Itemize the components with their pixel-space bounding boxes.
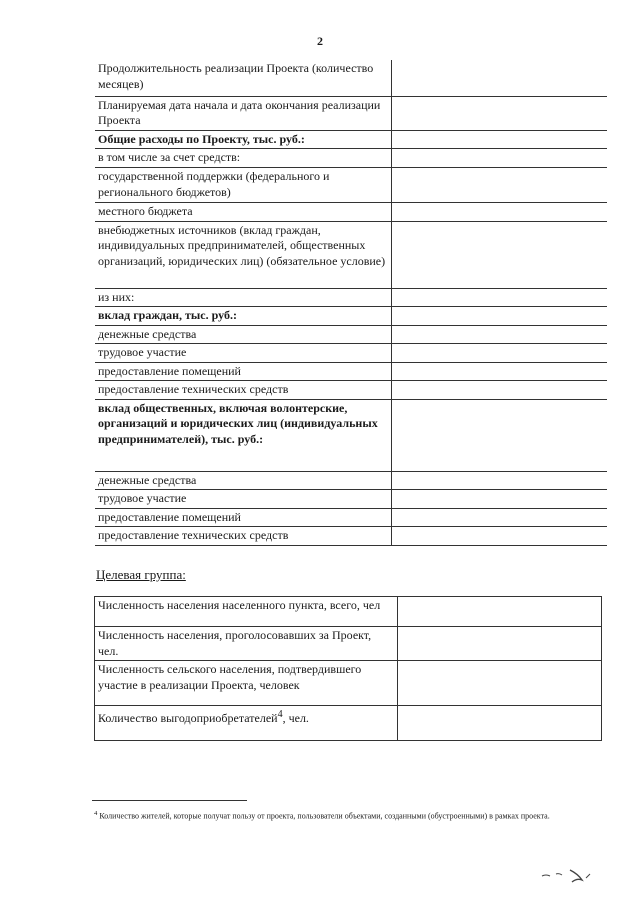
row-value-cell[interactable] xyxy=(392,60,608,96)
row-value-cell[interactable] xyxy=(392,203,608,222)
budget-row xyxy=(95,399,607,471)
row-label: из них: xyxy=(95,288,392,307)
footnote xyxy=(94,808,594,823)
row-value-cell[interactable] xyxy=(392,325,608,344)
row-value-cell[interactable] xyxy=(392,149,608,168)
row-label: Численность населения населенного пункта, всего, чел xyxy=(95,597,398,627)
budget-row xyxy=(95,203,607,222)
page-number: 2 xyxy=(317,34,323,48)
target-group-row xyxy=(95,597,602,627)
handwritten-mark-icon xyxy=(540,862,600,886)
row-value-cell[interactable] xyxy=(398,627,602,661)
row-label: трудовое участие xyxy=(95,344,392,363)
row-value-cell[interactable] xyxy=(392,307,608,326)
row-label: предоставление помещений xyxy=(95,508,392,527)
footnote-text: Количество жителей, которые получат пользу от проекта, пользователи объектами, созданными (обустроенными) в рамках проекта. xyxy=(97,811,550,821)
row-label: Численность населения, проголосовавших за Проект, чел. xyxy=(95,627,398,661)
row-label: трудовое участие xyxy=(95,490,392,509)
row-label: денежные средства xyxy=(95,325,392,344)
row-value-cell[interactable] xyxy=(392,288,608,307)
target-group-row xyxy=(95,661,602,706)
budget-row xyxy=(95,307,607,326)
row-label: Общие расходы по Проекту, тыс. руб.: xyxy=(95,130,392,149)
budget-row xyxy=(95,168,607,203)
budget-row xyxy=(95,325,607,344)
target-group-title: Целевая группа: xyxy=(96,567,186,582)
budget-row xyxy=(95,288,607,307)
budget-row xyxy=(95,527,607,546)
row-label xyxy=(95,706,398,741)
budget-row xyxy=(95,471,607,490)
row-label: предоставление технических средств xyxy=(95,527,392,546)
row-value-cell[interactable] xyxy=(392,221,608,288)
target-group-row xyxy=(95,706,602,741)
row-value-cell[interactable] xyxy=(392,381,608,400)
row-value-cell[interactable] xyxy=(392,527,608,546)
project-budget-table xyxy=(95,60,607,546)
row-value-cell[interactable] xyxy=(392,168,608,203)
budget-row xyxy=(95,381,607,400)
budget-row xyxy=(95,149,607,168)
row-label: Продолжительность реализации Проекта (количество месяцев) xyxy=(95,60,392,96)
budget-row xyxy=(95,362,607,381)
row-value-cell[interactable] xyxy=(392,362,608,381)
row-label-text: Количество выгодоприобретателей xyxy=(98,711,278,725)
row-value-cell[interactable] xyxy=(392,399,608,471)
row-label: вклад общественных, включая волонтерские, организаций и юридических лиц (индивидуальных предпринимателей), тыс. руб.: xyxy=(95,399,392,471)
target-group-table xyxy=(94,596,602,741)
budget-row xyxy=(95,344,607,363)
row-label: денежные средства xyxy=(95,471,392,490)
row-label-suffix: , чел. xyxy=(282,711,309,725)
row-label: местного бюджета xyxy=(95,203,392,222)
footnote-divider xyxy=(92,800,247,801)
row-label: предоставление технических средств xyxy=(95,381,392,400)
row-value-cell[interactable] xyxy=(398,661,602,706)
row-value-cell[interactable] xyxy=(398,597,602,627)
target-group-row xyxy=(95,627,602,661)
budget-row xyxy=(95,508,607,527)
budget-row xyxy=(95,490,607,509)
row-label: внебюджетных источников (вклад граждан, индивидуальных предпринимателей, общественных организаций, юридических лиц) (обязательное условие) xyxy=(95,221,392,288)
row-value-cell[interactable] xyxy=(392,471,608,490)
row-value-cell[interactable] xyxy=(392,508,608,527)
row-label: Планируемая дата начала и дата окончания реализации Проекта xyxy=(95,96,392,130)
row-value-cell[interactable] xyxy=(398,706,602,741)
row-label: государственной поддержки (федерального и регионального бюджетов) xyxy=(95,168,392,203)
row-label: предоставление помещений xyxy=(95,362,392,381)
row-label: Численность сельского населения, подтвердившего участие в реализации Проекта, человек xyxy=(95,661,398,706)
budget-row xyxy=(95,60,607,96)
budget-row xyxy=(95,96,607,130)
row-value-cell[interactable] xyxy=(392,130,608,149)
budget-row xyxy=(95,130,607,149)
budget-row xyxy=(95,221,607,288)
row-value-cell[interactable] xyxy=(392,490,608,509)
footnote-ref: 4 xyxy=(277,709,283,720)
row-label: вклад граждан, тыс. руб.: xyxy=(95,307,392,326)
row-value-cell[interactable] xyxy=(392,96,608,130)
row-label: в том числе за счет средств: xyxy=(95,149,392,168)
footnote-number: 4 xyxy=(94,810,98,817)
row-value-cell[interactable] xyxy=(392,344,608,363)
